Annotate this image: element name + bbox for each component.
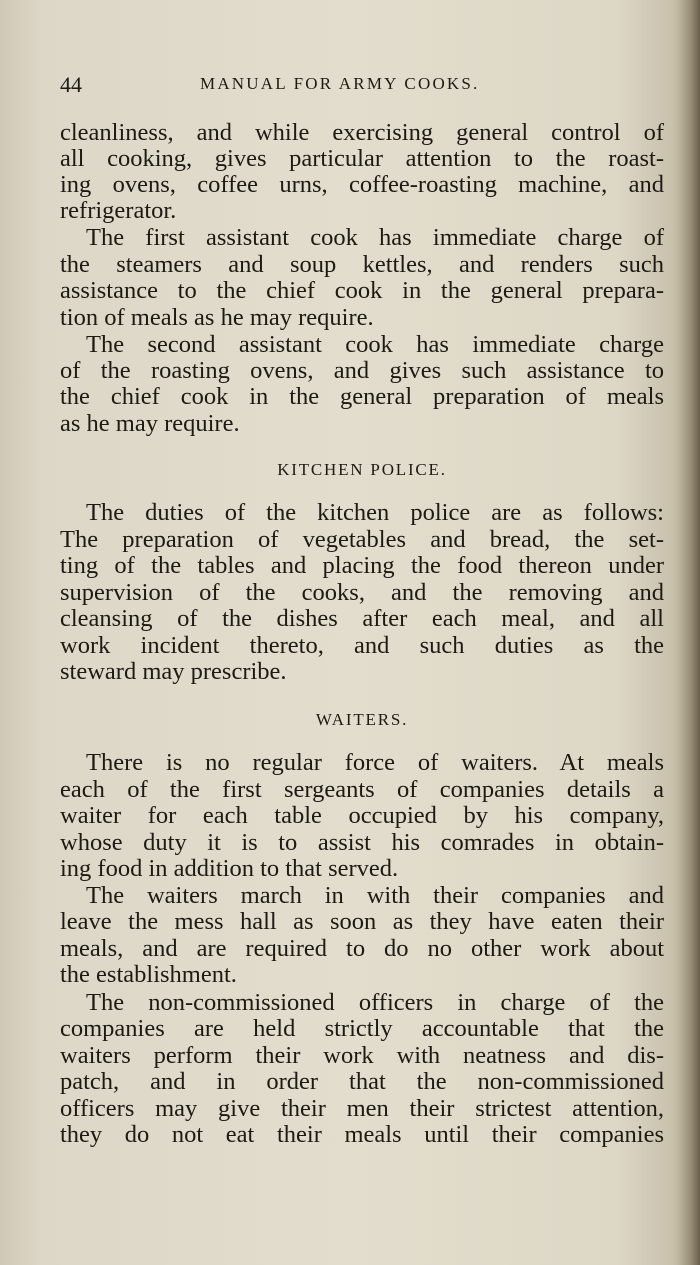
text-line: ing ovens, coffee urns, coffee-roasting machine, and bbox=[60, 171, 664, 198]
section-heading-kitchen-police: KITCHEN POLICE. bbox=[277, 460, 447, 479]
text-line: companies are held strictly accountable that the bbox=[60, 1015, 664, 1042]
text-line: assistance to the chief cook in the general prepara- bbox=[60, 277, 664, 304]
text-line: the establishment. bbox=[60, 961, 237, 988]
text-line: the chief cook in the general preparation of meals bbox=[60, 383, 664, 410]
text-line: whose duty it is to assist his comrades in obtain- bbox=[60, 829, 664, 856]
text-line: cleansing of the dishes after each meal, and all bbox=[60, 605, 664, 632]
text-line: each of the first sergeants of companies details a bbox=[60, 776, 664, 803]
text-line: cleanliness, and while exercising general control of bbox=[60, 119, 664, 146]
text-line: The duties of the kitchen police are as follows: bbox=[86, 499, 664, 526]
text-line: the steamers and soup kettles, and renders such bbox=[60, 251, 664, 278]
text-line: waiters perform their work with neatness and dis- bbox=[60, 1042, 664, 1069]
text-line: There is no regular force of waiters. At meals bbox=[86, 749, 664, 776]
text-line: supervision of the cooks, and the removing and bbox=[60, 579, 664, 606]
section-heading-waiters: WAITERS. bbox=[315, 710, 409, 729]
text-line: all cooking, gives particular attention to the roast- bbox=[60, 145, 664, 172]
text-line: of the roasting ovens, and gives such assistance to bbox=[60, 357, 664, 384]
running-head-title: MANUAL FOR ARMY COOKS. bbox=[200, 74, 480, 93]
text-line: meals, and are required to do no other work about bbox=[60, 935, 664, 962]
page-number: 44 bbox=[60, 72, 82, 97]
text-line: tion of meals as he may require. bbox=[60, 304, 374, 331]
text-line: patch, and in order that the non-commissioned bbox=[60, 1068, 664, 1095]
text-line: they do not eat their meals until their companies bbox=[60, 1121, 664, 1148]
text-line: waiter for each table occupied by his company, bbox=[60, 802, 664, 829]
text-line: The waiters march in with their companies and bbox=[86, 882, 664, 909]
text-line: The non-commissioned officers in charge of the bbox=[86, 989, 664, 1016]
text-line: leave the mess hall as soon as they have eaten their bbox=[60, 908, 664, 935]
text-line: as he may require. bbox=[60, 410, 240, 437]
text-line: ting of the tables and placing the food thereon under bbox=[60, 552, 664, 579]
text-line: steward may prescribe. bbox=[60, 658, 287, 685]
text-line: The preparation of vegetables and bread, the set- bbox=[60, 526, 664, 553]
running-head bbox=[60, 70, 660, 100]
text-line: ing food in addition to that served. bbox=[60, 855, 399, 882]
page-edge-shadow bbox=[678, 0, 700, 1265]
text-line: The first assistant cook has immediate charge of bbox=[86, 224, 664, 251]
text-line: refrigerator. bbox=[60, 197, 177, 224]
text-line: work incident thereto, and such duties as the bbox=[60, 632, 664, 659]
text-line: officers may give their men their strictest attention, bbox=[60, 1095, 664, 1122]
text-line: The second assistant cook has immediate charge bbox=[86, 331, 664, 358]
